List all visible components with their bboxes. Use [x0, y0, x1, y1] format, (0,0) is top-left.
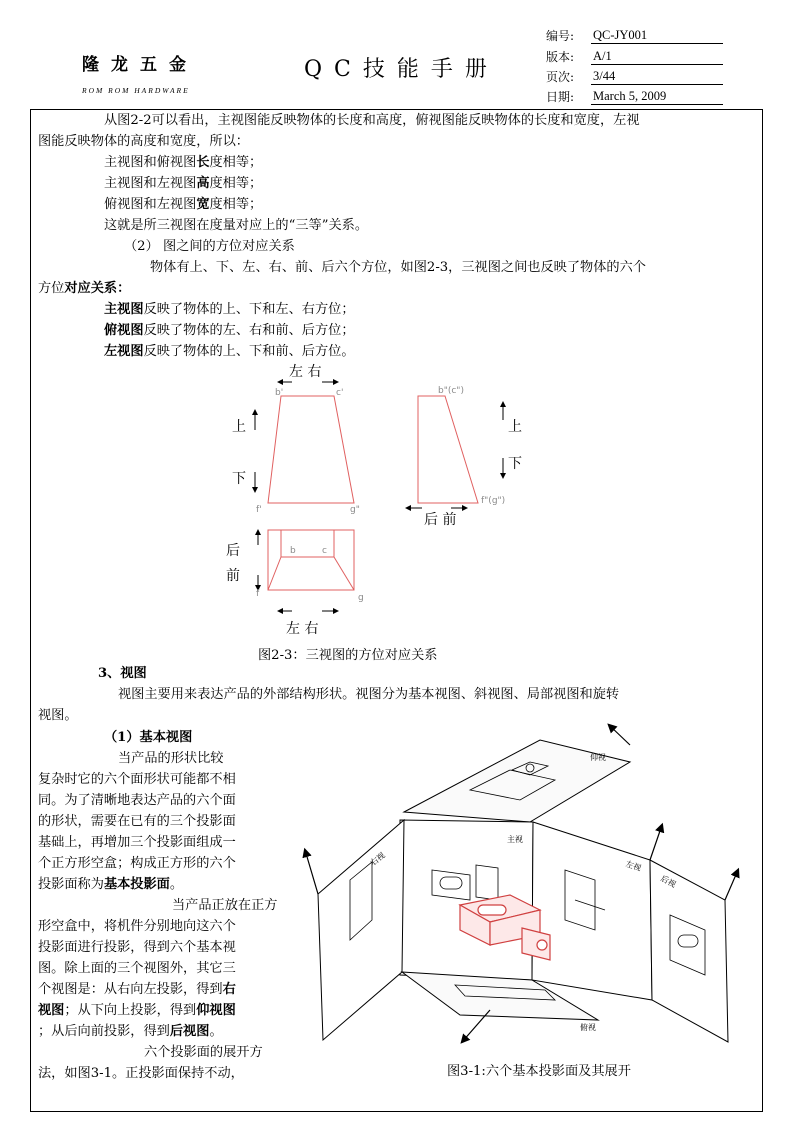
col-line-10: 投影面进行投影，得到六个基本视	[38, 940, 236, 955]
section-3-heading: 3、视图	[98, 666, 147, 681]
label-right-view: 右视	[368, 850, 387, 868]
label-up: 上	[232, 419, 246, 435]
label-back: 后	[226, 543, 240, 559]
section-3-line2: 视图。	[38, 708, 78, 723]
col-line-15: 六个投影面的展开方	[144, 1045, 263, 1060]
point-c: c	[322, 546, 327, 556]
top-view-desc: 俯视图反映了物体的左、右和前、后方位；	[104, 323, 355, 338]
point-b2: b"(c")	[438, 386, 464, 396]
para2-line2: 方位对应关系：	[38, 281, 131, 296]
col-line-7: 投影面称为基本投影面。	[38, 877, 184, 892]
plane-back	[650, 860, 728, 1042]
label-down: 下	[232, 471, 246, 487]
subsection-2-heading: （2） 图之间的方位对应关系	[124, 239, 295, 254]
front-view-desc: 主视图反映了物体的上、下和左、右方位；	[104, 302, 355, 317]
plane-left	[532, 822, 652, 1000]
label-left-right-bottom: 左 右	[286, 621, 319, 637]
label-left-right-top: 左 右	[289, 364, 322, 380]
label-front: 前	[226, 568, 240, 584]
label-down-2: 下	[508, 456, 522, 472]
meta-value-date: March 5, 2009	[591, 89, 723, 105]
figure-3-1-caption: 图3-1:六个基本投影面及其展开	[447, 1064, 631, 1079]
col-line-13: 视图；从下向上投影，得到仰视图	[38, 1003, 236, 1018]
equal-length: 主视图和俯视图长度相等；	[104, 155, 263, 170]
col-line-6: 个正方形空盒；构成正方形的六个	[38, 856, 236, 871]
col-line-8: 当产品正放在正方	[172, 898, 278, 913]
label-front-view: 主视	[507, 835, 523, 844]
point-f: f	[256, 589, 260, 599]
col-line-11: 图。除上面的三个视图外，其它三	[38, 961, 236, 976]
para1-line2: 图能反映物体的高度和宽度，所以：	[38, 134, 249, 149]
label-bottom-view: 仰视	[590, 753, 606, 762]
col-line-1: 当产品的形状比较	[118, 751, 224, 766]
section-3-line1: 视图主要用来表达产品的外部结构形状。视图分为基本视图、斜视图、局部视图和旋转	[118, 687, 620, 702]
col-line-16: 法，如图3-1。正投影面保持不动，	[38, 1066, 244, 1081]
point-f2: f"(g")	[481, 496, 506, 506]
point-c1: c'	[336, 388, 344, 398]
left-view-desc: 左视图反映了物体的上、下和前、后方位。	[104, 344, 355, 359]
meta-value-number: QC-JY001	[591, 28, 723, 44]
point-b: b	[290, 546, 296, 556]
label-back-front: 后 前	[424, 512, 457, 528]
label-up-2: 上	[508, 419, 522, 435]
meta-label-date: 日期:	[546, 90, 575, 104]
col-line-5: 基础上，再增加三个投影面组成一	[38, 835, 236, 850]
point-g: g	[358, 593, 364, 603]
col-line-4: 的形状，需要在已有的三个投影面	[38, 814, 236, 829]
meta-value-page: 3/44	[591, 69, 723, 85]
equal-height: 主视图和左视图高度相等；	[104, 176, 263, 191]
equal-width: 俯视图和左视图宽度相等；	[104, 197, 263, 212]
document-title: QC技能手册	[304, 57, 499, 82]
meta-value-version: A/1	[591, 49, 723, 65]
point-g1: g"	[350, 505, 360, 515]
label-back-view: 后视	[659, 873, 678, 890]
company-name-cn: 隆龙五金	[82, 55, 198, 75]
col-line-2: 复杂时它的六个面形状可能都不相	[38, 772, 236, 787]
meta-label-page: 页次:	[546, 70, 575, 84]
col-line-12: 个视图是：从右向左投影，得到右	[38, 982, 236, 997]
para1-line1: 从图2-2可以看出，主视图能反映物体的长度和高度，俯视图能反映物体的长度和宽度，左视	[104, 113, 640, 128]
label-top-view: 俯视	[580, 1023, 596, 1032]
meta-label-version: 版本:	[546, 50, 575, 64]
basic-view-heading: （1）基本视图	[104, 730, 193, 745]
figure-2-3-caption: 图2-3：三视图的方位对应关系	[258, 648, 438, 663]
point-b1: b'	[275, 388, 284, 398]
meta-label-number: 编号:	[546, 29, 575, 43]
col-line-3: 同。为了清晰地表达产品的六个面	[38, 793, 236, 808]
label-left-view: 左视	[624, 859, 643, 873]
col-line-9: 形空盒中，将机件分别地向这六个	[38, 919, 236, 934]
col-line-14: ；从后向前投影，得到后视图。	[38, 1024, 223, 1039]
three-equal-summary: 这就是所三视图在度量对应上的“三等”关系。	[104, 218, 369, 233]
company-name-en: ROM ROM HARDWARE	[82, 86, 190, 95]
point-f1: f'	[256, 505, 262, 515]
para2-line1: 物体有上、下、左、右、前、后六个方位，如图2-3，三视图之间也反映了物体的六个	[150, 260, 646, 275]
